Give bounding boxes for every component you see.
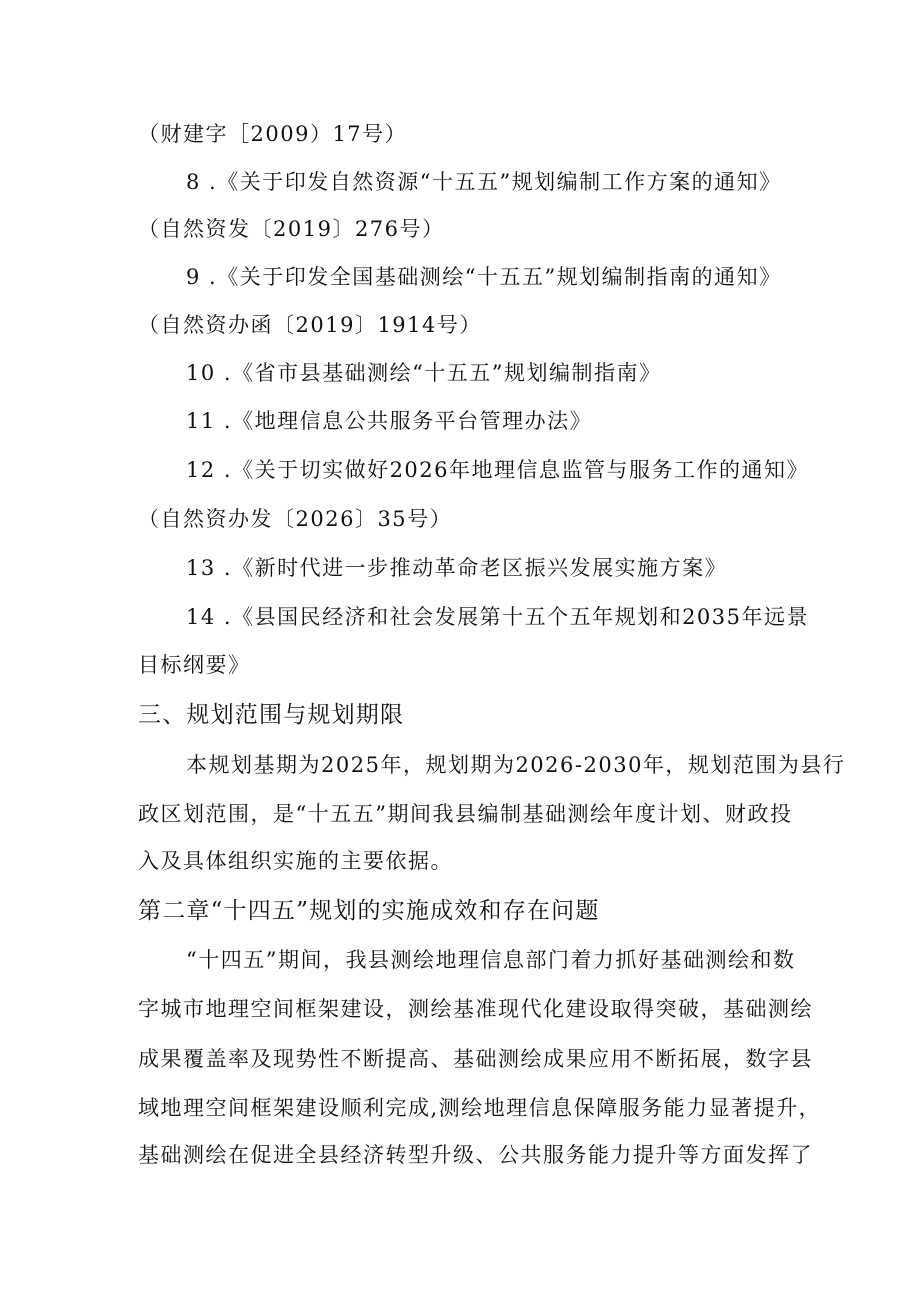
reference-7-doc-number: （财建字［2009）17号） <box>138 122 408 146</box>
reference-item-14: 14 .《县国民经济和社会发展第十五个五年规划和2035年远景 <box>186 605 810 629</box>
reference-8-doc-number: （自然资发〔2019〕276号） <box>138 217 445 241</box>
paragraph-achievements-line-5: 基础测绘在促进全县经济转型升级、公共服务能力提升等方面发挥了 <box>138 1143 813 1167</box>
reference-item-9: 9 .《关于印发全国基础测绘“十五五”规划编制指南的通知》 <box>186 265 782 289</box>
reference-item-11: 11 .《地理信息公共服务平台管理办法》 <box>186 409 593 433</box>
reference-item-8: 8 .《关于印发自然资源“十五五”规划编制工作方案的通知》 <box>186 170 782 194</box>
paragraph-scope-line-3: 入及具体组织实施的主要依据。 <box>138 849 453 873</box>
paragraph-achievements-line-3: 成果覆盖率及现势性不断提高、基础测绘成果应用不断拓展，数字县 <box>138 1047 813 1071</box>
reference-item-12: 12 .《关于切实做好2026年地理信息监管与服务工作的通知》 <box>186 458 810 482</box>
reference-9-doc-number: （自然资办函〔2019〕1914号） <box>138 313 482 337</box>
paragraph-achievements-line-1: “十四五”期间，我县测绘地理信息部门着力抓好基础测绘和数 <box>186 948 796 972</box>
paragraph-achievements-line-2: 字城市地理空间框架建设，测绘基准现代化建设取得突破，基础测绘 <box>138 997 813 1021</box>
section-heading-planning-scope: 三、规划范围与规划期限 <box>138 702 405 728</box>
paragraph-achievements-line-4: 域地理空间框架建设顺利完成,测绘地理信息保障服务能力显著提升， <box>138 1096 822 1120</box>
reference-12-doc-number: （自然资办发〔2026〕35号） <box>138 507 453 531</box>
reference-item-13: 13 .《新时代进一步推动革命老区振兴发展实施方案》 <box>186 556 728 580</box>
chapter-heading-2: 第二章“十四五”规划的实施成效和存在问题 <box>138 898 600 924</box>
reference-item-10: 10 .《省市县基础测绘“十五五”规划编制指南》 <box>186 361 662 385</box>
reference-item-14-continued: 目标纲要》 <box>138 653 251 677</box>
paragraph-scope-line-2: 政区划范围，是“十五五”期间我县编制基础测绘年度计划、财政投 <box>138 802 793 826</box>
paragraph-scope-line-1: 本规划基期为2025年，规划期为2026-2030年，规划范围为县行 <box>186 753 846 777</box>
